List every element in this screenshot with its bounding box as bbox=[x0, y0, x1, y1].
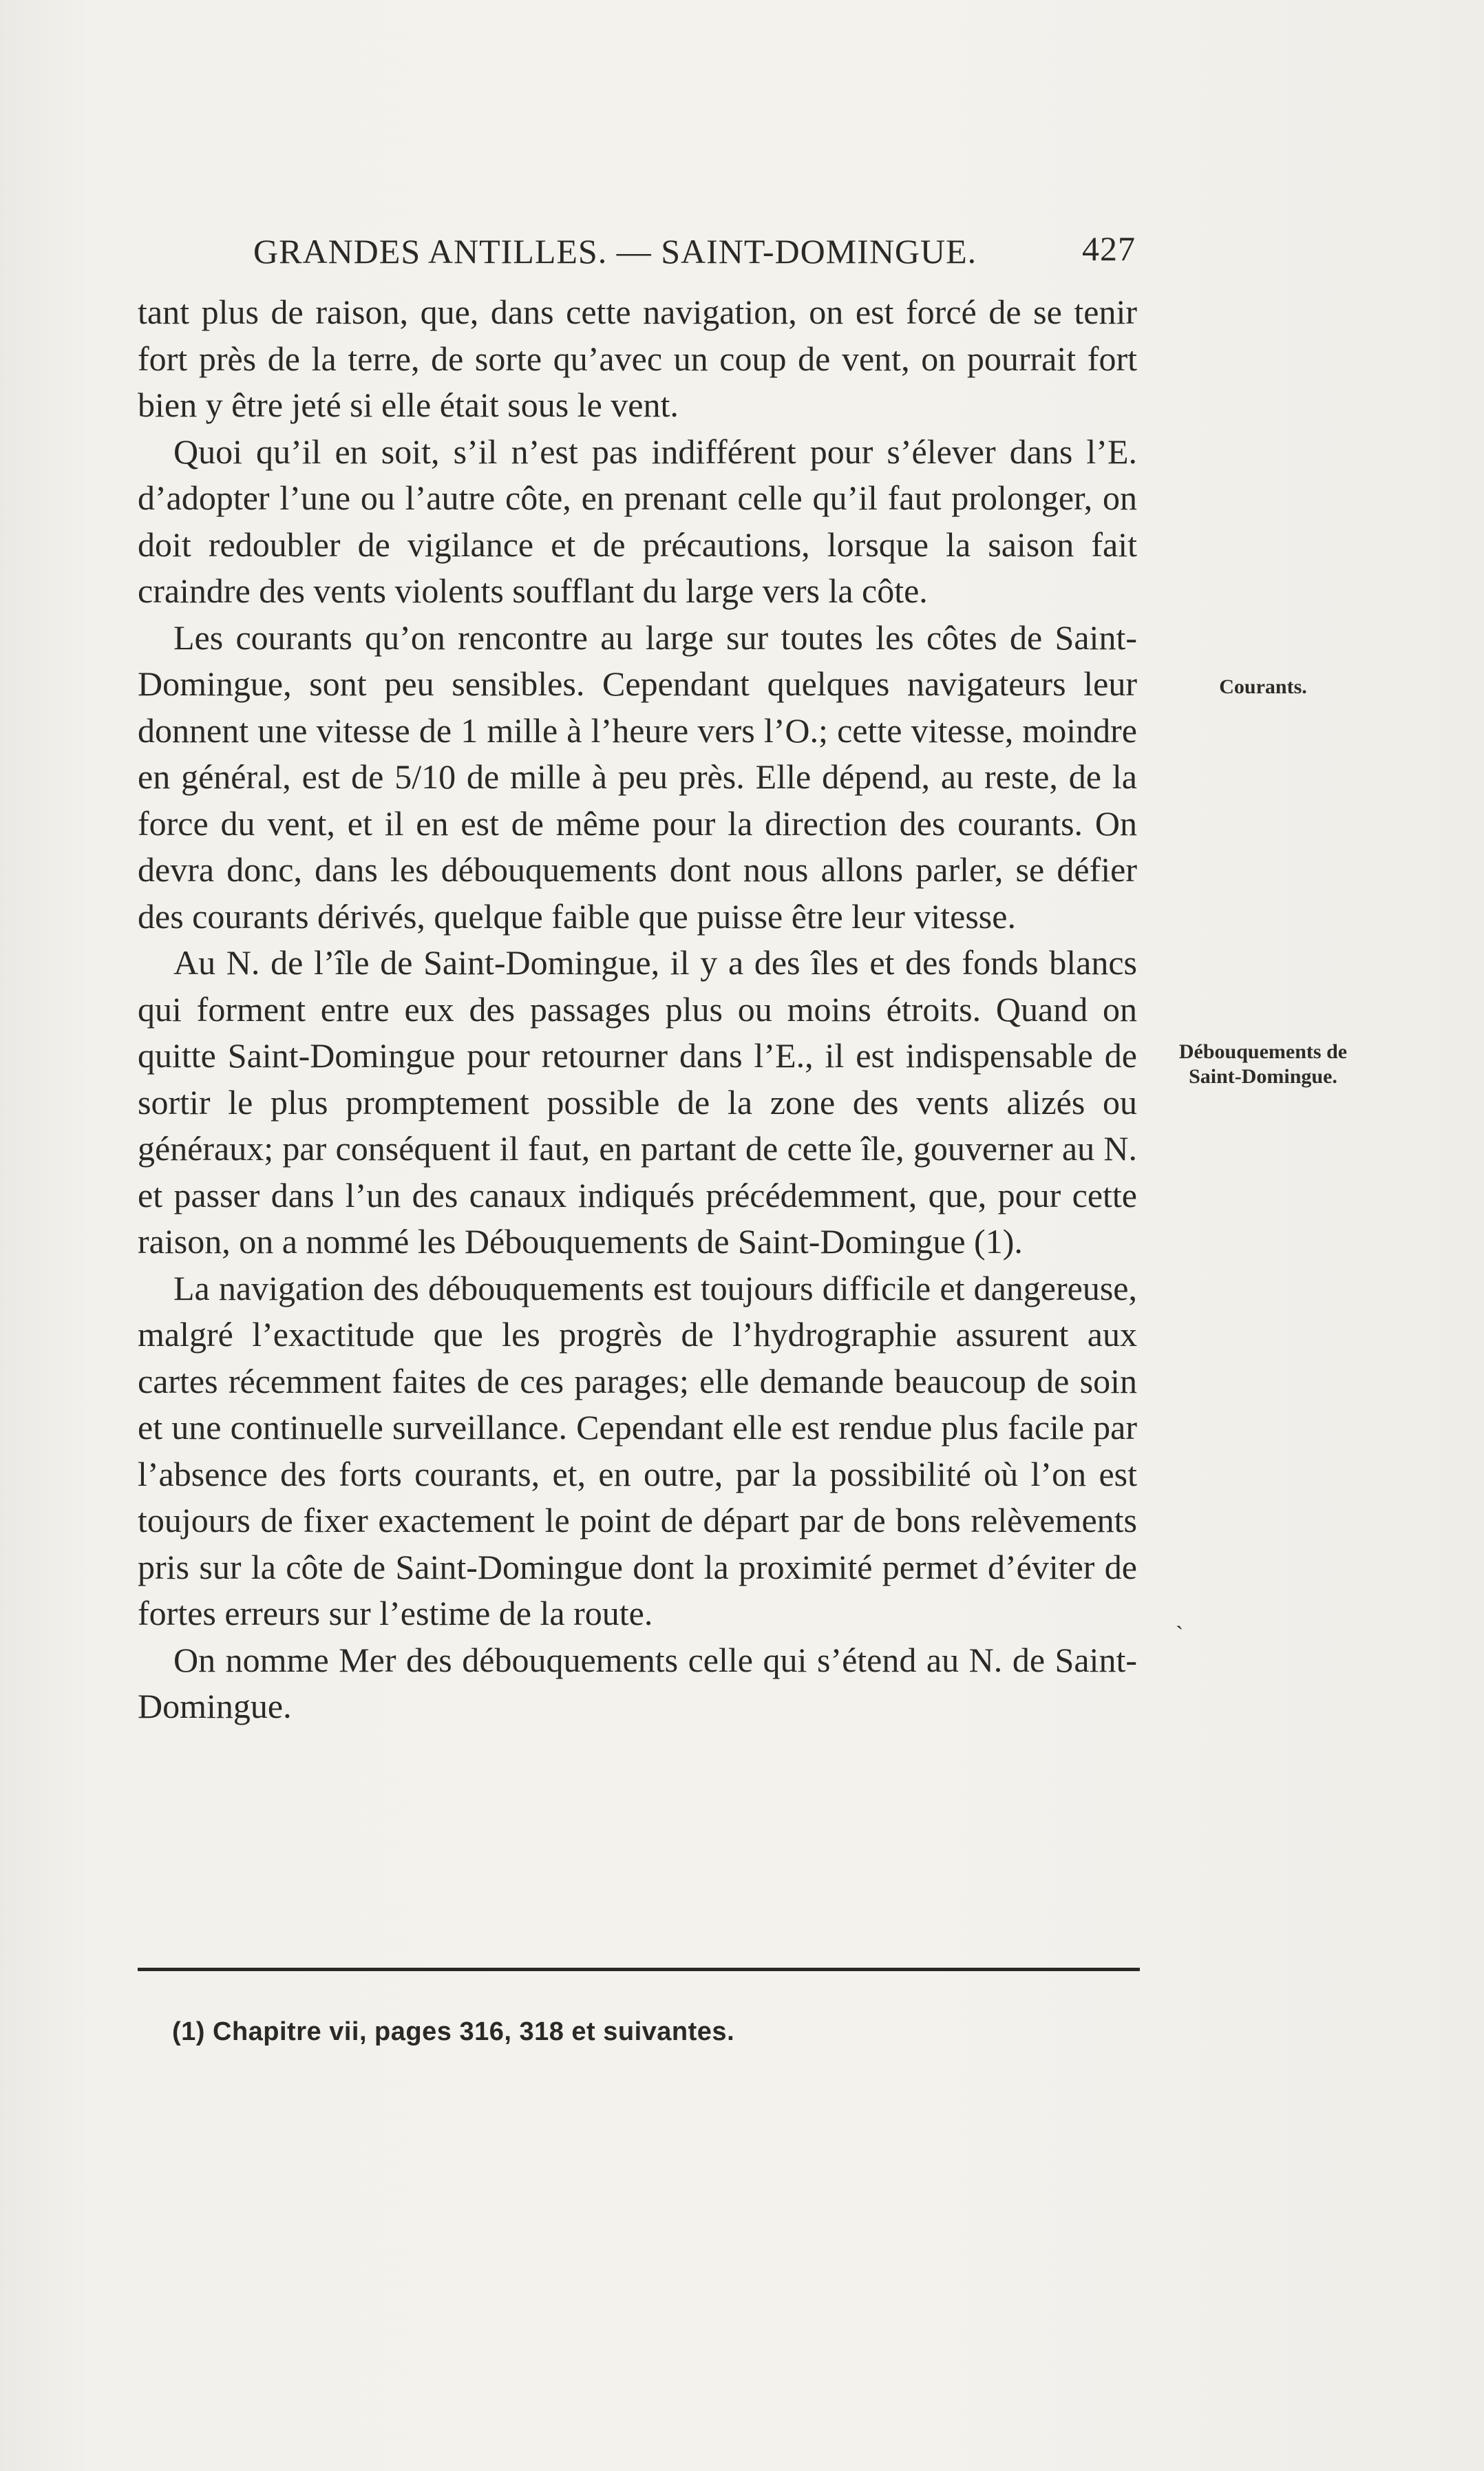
footnote: (1) Chapitre vii, pages 316, 318 et suivantes. bbox=[172, 2017, 735, 2046]
page-number: 427 bbox=[1082, 229, 1136, 268]
margin-note-courants: Courants. bbox=[1219, 675, 1307, 698]
stray-mark: ˎ bbox=[1176, 1604, 1184, 1630]
running-title: GRANDES ANTILLES. — SAINT-DOMINGUE. bbox=[253, 232, 977, 271]
margin-note-debouquements: Débouquements de Saint-Domingue. bbox=[1178, 1040, 1348, 1088]
footnote-rule bbox=[138, 1968, 1140, 1971]
paragraph-1: tant plus de raison, que, dans cette navigation, on est forcé de se tenir fort près de la terre, de sorte qu’avec un coup de vent, on pourrait fort bien y être jeté si elle était sous le vent. bbox=[138, 293, 1137, 424]
paragraph-5: La navigation des débouquements est toujours difficile et dangereuse, malgré l’exactitude que les progrès de l’hydrographie assurent aux cartes récemment faites de ces parages; elle demande beaucoup de soin et une continuelle surveillance. Cependant elle est rendue plus facile par l’absence des forts courants, et, en outre, par la possibilité où l’on est toujours de fixer exactement le point de départ par de bons relèvements pris sur la côte de Saint-Domingue dont la proximité permet d’éviter de fortes erreurs sur l’estime de la route. bbox=[138, 1268, 1137, 1632]
body-text bbox=[138, 289, 1137, 1730]
running-header bbox=[138, 220, 1136, 275]
paragraph-2: Quoi qu’il en soit, s’il n’est pas indifférent pour s’élever dans l’E. d’adopter l’une ou l’autre côte, en prenant celle qu’il faut prolonger, on doit redoubler de vigilance et de précautions, lorsque la saison fait craindre des vents violents soufflant du large vers la côte. bbox=[138, 432, 1137, 610]
paragraph-4: Au N. de l’île de Saint-Domingue, il y a des îles et des fonds blancs qui forment entre eux des passages plus ou moins étroits. Quand on quitte Saint-Domingue pour retourner dans l’E., il est indispensable de sortir le plus promptement possible de la zone des vents alizés ou généraux; par conséquent il faut, en partant de cette île, gouverner au N. et passer dans l’un des canaux indiqués précédemment, que, pour cette raison, on a nommé les Débouquements de Saint-Domingue (1). bbox=[138, 943, 1137, 1261]
paragraph-6: On nomme Mer des débouquements celle qui s’étend au N. de Saint-Domingue. bbox=[138, 1640, 1137, 1725]
paragraph-3: Les courants qu’on rencontre au large sur toutes les côtes de Saint-Domingue, sont peu sensibles. Cependant quelques navigateurs leur donnent une vitesse de 1 mille à l’heure vers l’O.; cette vitesse, moindre en général, est de 5/10 de mille à peu près. Elle dépend, au reste, de la force du vent, et il en est de même pour la direction des courants. On devra donc, dans les débouquements dont nous allons parler, se défier des courants dérivés, quelque faible que puisse être leur vitesse. bbox=[138, 618, 1137, 936]
